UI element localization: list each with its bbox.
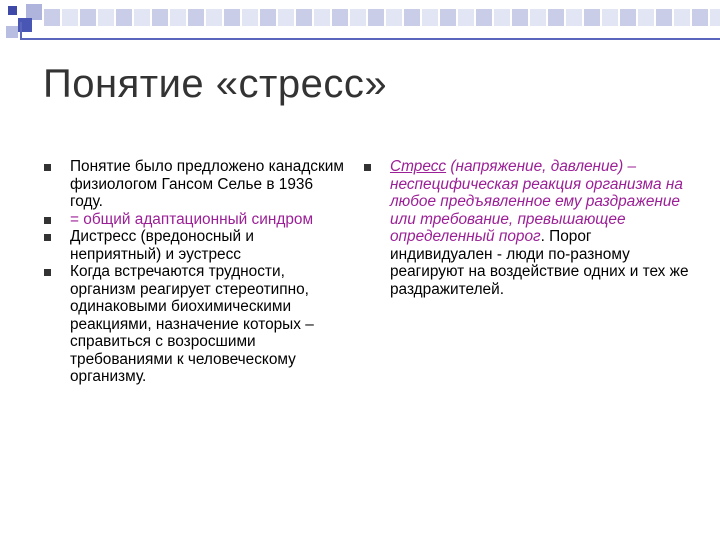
left-bullet-list <box>40 158 345 386</box>
right-bullet-list <box>360 158 695 298</box>
slide-title: Понятие «стресс» <box>43 62 388 106</box>
right-column <box>360 158 695 298</box>
list-item-text: Когда встречаются трудности, организм реагирует стереотипно, одинаковыми биохимическими реакциями, назначение которых – справиться с возросшими требованиями к человеческому организму. <box>70 263 314 385</box>
square-bullet-icon <box>44 164 51 171</box>
definition-term: Стресс <box>390 158 447 175</box>
square-bullet-icon <box>364 164 371 171</box>
left-column <box>40 158 345 386</box>
square-bullet-icon <box>44 217 51 224</box>
list-item <box>40 211 345 229</box>
list-item-text: Понятие было предложено канадским физиологом Гансом Селье в 1936 году. <box>70 158 344 210</box>
decor-square <box>8 6 17 15</box>
header-tile-band <box>44 9 720 26</box>
list-item <box>40 263 345 386</box>
square-bullet-icon <box>44 269 51 276</box>
decor-square <box>6 26 18 38</box>
definition-text: (напряжение, давление) – неспецифическая реакция организма на любое предъявленное ему раздражение или требование, превышающее определенный порог <box>390 158 683 245</box>
list-item <box>360 158 695 298</box>
header-divider <box>20 38 720 40</box>
list-item <box>40 228 345 263</box>
list-item-text: = общий адаптационный синдром <box>70 210 314 228</box>
square-bullet-icon <box>44 234 51 241</box>
list-item-text: Дистресс (вредоносный и неприятный) и эустресс <box>70 228 254 263</box>
definition-rest: . Порог индивидуален - люди по-разному реагируют на воздействие одних и тех же раздражителей. <box>390 228 689 298</box>
list-item <box>40 158 345 211</box>
